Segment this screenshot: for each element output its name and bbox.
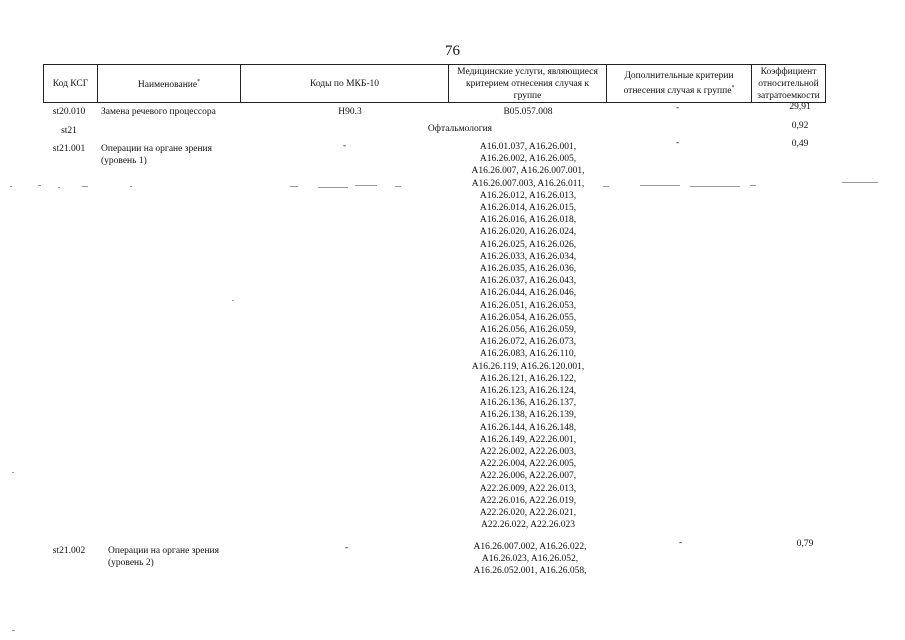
row-code: st21.002 [52,546,86,556]
row-mkb: - [343,141,347,151]
header-coef: Коэффициент относительной затратоемкости [752,65,826,103]
header-name: Наименование* [98,65,241,103]
header-criteria: Дополнительные критерии отнесения случая к группе* [607,65,752,103]
row-coef: 0,79 [796,539,814,549]
row-mkb: - [345,543,349,553]
row-criteria: - [676,103,680,113]
page-number: 76 [445,43,460,59]
row-services: B05.057.008 [503,107,553,117]
row-code: st21 [61,126,77,136]
row-services: A16.01.037, A16.26.001, A16.26.002, A16.26.005, A16.26.007, A16.26.007.001, A16.26.007.003, A16.26.011, A16.26.012, A16.26.013, A16.26.014, A16.26.015, A16.26.016, A16.26.018, A16.26.020, A16.26.024, A16.26.025, A16.26.026, A16.26.033, A16.26.034, A16.26.035, A16.26.036, A16.26.037, A16.26.043, A16.26.044, A16.26.046, A16.26.051, A16.26.053, A16.26.054, A16.26.055, A16.26.056, A16.26.059, A16.26.072, A16.26.073, A16.26.083, A16.26.110, A16.26.119, A16.26.120.001, A16.26.121, A16.26.122, A16.26.123, A16.26.124, A16.26.136, A16.26.137, A16.26.138, A16.26.139, A16.26.144, A16.26.148, A16.26.149, A22.26.001, A22.26.002, A22.26.003, A22.26.004, A22.26.005, A22.26.006, A22.26.007, A22.26.009, A22.26.013, A22.26.016, A22.26.019, A22.26.020, A22.26.021, A22.26.022, A22.26.023 [471,142,585,531]
row-coef: 0,92 [791,121,809,131]
row-name: Замена речевого процессора [101,107,216,117]
row-criteria: - [676,138,680,148]
row-services: A16.26.007.002, A16.26.022, A16.26.023, A16.26.052, A16.26.052.001, A16.26.058, [473,542,587,577]
table-header [43,64,826,103]
header-services: Медицинские услуги, являющиеся критерием отнесения случая к группе [449,65,607,103]
row-coef: 0,49 [791,139,809,149]
row-name: Операции на органе зрения (уровень 1) [101,144,212,167]
row-criteria: - [679,538,683,548]
row-code: st20.010 [52,107,86,117]
row-name: Операции на органе зрения (уровень 2) [108,546,219,569]
row-code: st21.001 [52,144,86,154]
row-mkb: H90.3 [338,107,362,117]
row-profile: Офтальмология [427,124,493,134]
header-mkb: Коды по МКБ-10 [241,65,449,103]
row-coef: 29,91 [789,102,811,112]
header-code: Код КСГ [44,65,98,103]
